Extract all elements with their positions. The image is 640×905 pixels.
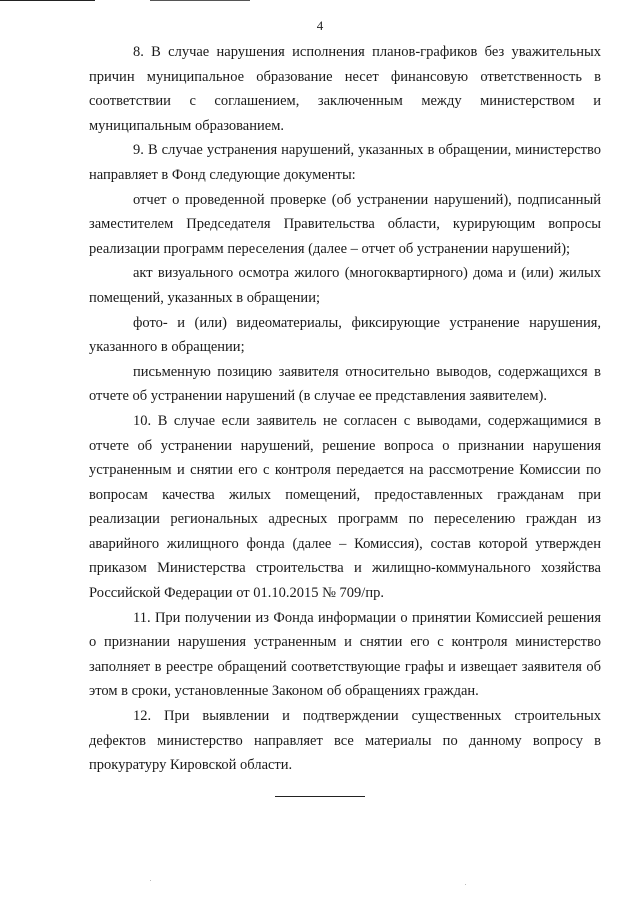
paragraph-12: 12. При выявлении и подтверждении существенных строительных дефектов министерство направляет все материалы по данному вопросу в прокуратуру Кировской области. [89,708,601,774]
paragraph-11: 11. При получении из Фонда информации о принятии Комиссией решения о признании нарушения устраненным и снятии его с контроля министерство заполняет в реестре обращений соответствующие графы и извещает заявителя об этом в сроки, установленные Законом об обращениях граждан. [89,609,601,700]
list-item-applicant-position: письменную позицию заявителя относительно выводов, содержащихся в отчете об устранении нарушений (в случае ее представления заявителем). [89,363,601,405]
scan-artifact-line [0,0,250,1]
list-item-inspection-act: акт визуального осмотра жилого (многоквартирного) дома и (или) жилых помещений, указанных в обращении; [89,265,601,306]
document-body [89,40,601,778]
scan-speck [150,880,151,881]
list-item-report: отчет о проведенной проверке (об устранении нарушений), подписанный заместителем Председателя Правительства области, курирующим вопросы реализации программ переселения (далее – отчет об устранении нарушений); [89,191,601,257]
end-separator-line [275,796,365,797]
page-number: 4 [316,18,324,33]
paragraph-9: 9. В случае устранения нарушений, указанных в обращении, министерство направляет в Фонд следующие документы: [89,142,601,183]
paragraph-10: 10. В случае если заявитель не согласен с выводами, содержащимися в отчете об устранении нарушений, решение вопроса о признании нарушения устраненным и снятии его с контроля передается на рассмотрение Комиссии по вопросам качества жилых помещений, предоставленных гражданам при реализации региональных адресных программ по переселению граждан из аварийного жилищного фонда (далее – Комиссия), состав которой утвержден приказом Министерства строительства и жилищно-коммунального хозяйства Российской Федерации от 01.10.2015 № 709/пр. [89,412,601,602]
scan-artifact-segment [150,0,250,1]
list-item-photo-video: фото- и (или) видеоматериалы, фиксирующие устранение нарушения, указанного в обращении; [89,314,601,356]
scan-artifact-segment [0,0,95,1]
paragraph-8: 8. В случае нарушения исполнения планов-графиков без уважительных причин муниципальное образование несет финансовую ответственность в соответствии с соглашением, заключенным между министерством и муниципальным образованием. [89,44,601,134]
scan-speck [465,884,466,885]
